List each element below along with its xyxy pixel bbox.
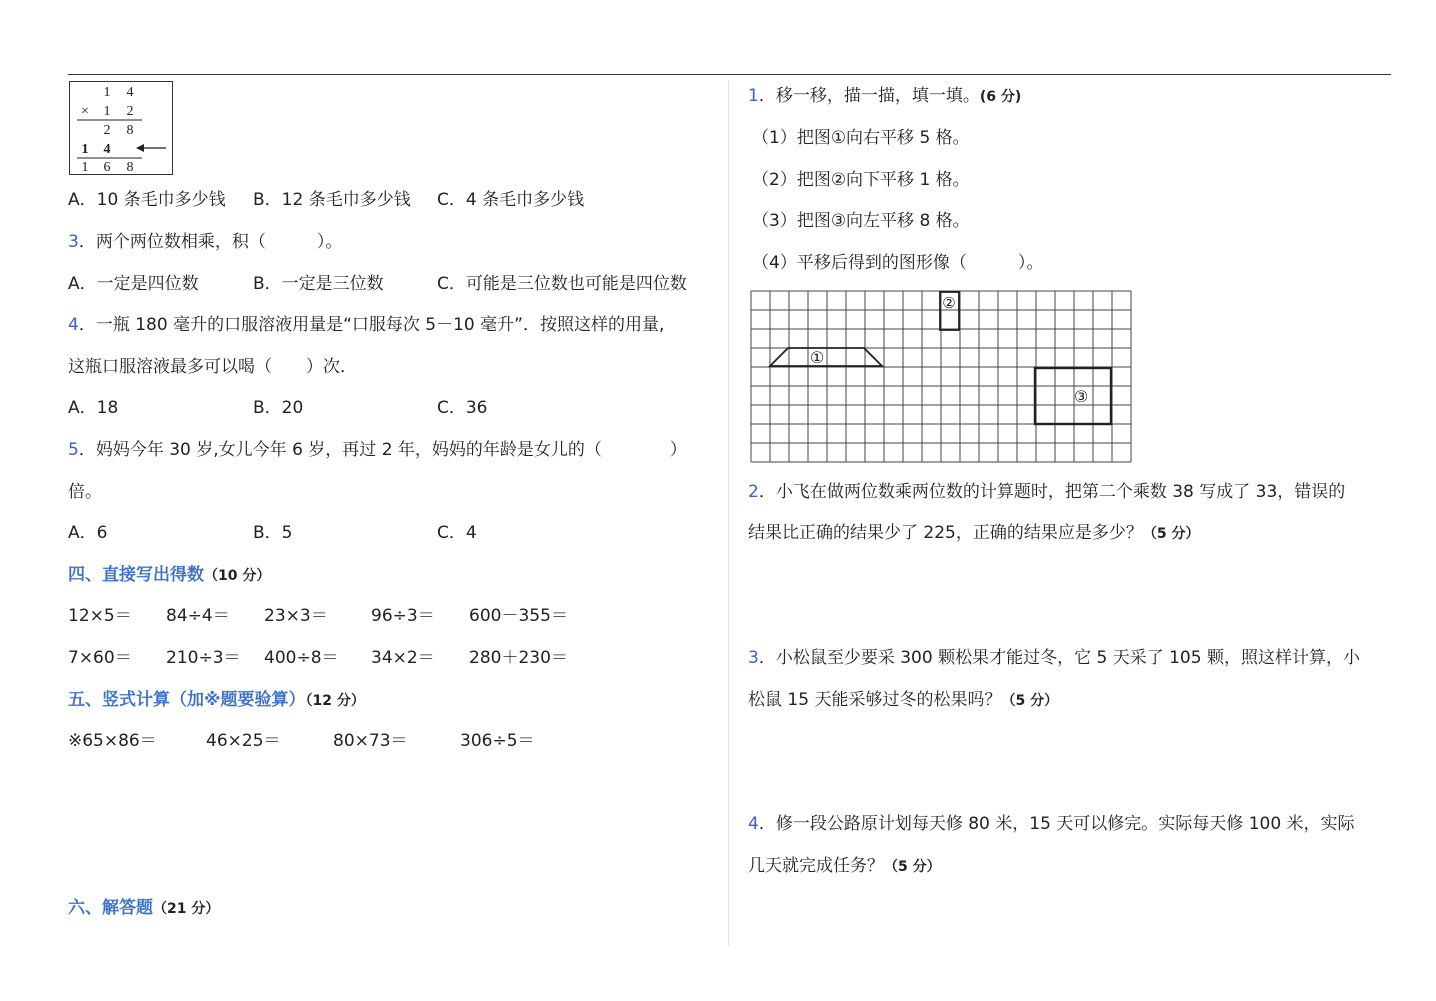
q1-subitem: （2）把图②向下平移 1 格。 — [752, 170, 970, 190]
vertical-calc-item: 306÷5＝ — [460, 731, 535, 751]
right-question-4-line2 — [748, 855, 941, 878]
calc-cell: 4 — [126, 85, 134, 100]
calc-cell: 1 — [103, 104, 111, 119]
q2-option-c: C．4 条毛巾多少钱 — [437, 190, 585, 210]
question-number: 4 — [748, 814, 759, 834]
question-number: 2 — [748, 482, 759, 502]
header-rule — [68, 74, 1391, 75]
calc-cell: 2 — [126, 104, 134, 119]
calc-item: 12×5＝ — [68, 606, 132, 626]
q2-option-a: A．10 条毛巾多少钱 — [68, 190, 226, 210]
calc-cell: × — [81, 104, 89, 119]
q5-option-c: C．4 — [437, 523, 477, 543]
section-points: （10 分） — [204, 568, 271, 584]
question-number: 1 — [748, 86, 759, 106]
q3-option-c: C．可能是三位数也可能是四位数 — [437, 274, 687, 294]
calc-cell: 6 — [103, 160, 111, 174]
question-5-line2: 倍。 — [68, 482, 102, 502]
calc-cell: 8 — [126, 160, 134, 174]
multiplication-figure — [69, 81, 173, 175]
calc-cell: 2 — [103, 123, 111, 138]
question-text: ．两个两位数相乘，积（ ）。 — [78, 232, 343, 252]
q3-option-b: B．一定是三位数 — [253, 274, 384, 294]
calc-item: 210÷3＝ — [166, 648, 241, 668]
q5-option-a: A．6 — [68, 523, 108, 543]
calc-cell: 8 — [126, 123, 134, 138]
right-question-2 — [748, 481, 1345, 503]
question-text: ．修一段公路原计划每天修 80 米，15 天可以修完。实际每天修 100 米，实际 — [758, 814, 1355, 834]
grid-svg — [750, 290, 1134, 466]
question-text: 松鼠 15 天能采够过冬的松果吗？ — [748, 690, 1002, 710]
calc-item: 400÷8＝ — [264, 648, 339, 668]
vertical-calc-item: 46×25＝ — [206, 731, 281, 751]
question-number: 5 — [68, 440, 79, 460]
section-title: 六、解答题 — [68, 898, 153, 918]
section-title: 四、直接写出得数 — [68, 565, 204, 585]
calc-item: 84÷4＝ — [166, 606, 230, 626]
section-5-heading — [68, 689, 365, 712]
section-points: （12 分） — [305, 693, 365, 709]
question-4 — [68, 314, 664, 336]
calc-cell: 1 — [81, 160, 89, 174]
right-question-4 — [748, 813, 1355, 835]
q1-subitem: （3）把图③向左平移 8 格。 — [752, 211, 970, 231]
vertical-calc-item: 80×73＝ — [333, 731, 408, 751]
question-number: 3 — [68, 232, 79, 252]
multiplication-svg — [70, 82, 172, 174]
question-points: （5 分） — [1142, 526, 1200, 542]
calc-item: 96÷3＝ — [371, 606, 435, 626]
section-title: 五、竖式计算（加※题要验算） — [68, 690, 306, 710]
q1-subitem: （4）平移后得到的图形像（ ）。 — [752, 253, 1044, 273]
question-text: 几天就完成任务？ — [748, 856, 884, 876]
calc-cell: 4 — [103, 142, 111, 157]
question-text: 结果比正确的结果少了 225，正确的结果应是多少？ — [748, 523, 1143, 543]
right-question-1 — [748, 85, 1021, 108]
right-question-3 — [748, 647, 1360, 669]
q4-option-a: A．18 — [68, 398, 119, 418]
shape-2-label: ② — [942, 294, 956, 312]
right-question-3-line2 — [748, 689, 1058, 712]
question-5 — [68, 439, 687, 461]
q2-option-b: B．12 条毛巾多少钱 — [253, 190, 411, 210]
q1-subitem: （1）把图①向右平移 5 格。 — [752, 128, 970, 148]
calc-item: 34×2＝ — [371, 648, 435, 668]
question-number: 3 — [748, 648, 759, 668]
column-divider — [728, 80, 729, 946]
translation-grid — [750, 290, 1134, 471]
q5-option-b: B．5 — [253, 523, 293, 543]
shape-1-label: ① — [809, 348, 825, 367]
vertical-calc-item: ※65×86＝ — [68, 731, 157, 751]
shape-3-label: ③ — [1073, 387, 1089, 406]
calc-item: 23×3＝ — [264, 606, 328, 626]
q4-option-b: B．20 — [253, 398, 304, 418]
right-question-2-line2 — [748, 522, 1199, 545]
q3-option-a: A．一定是四位数 — [68, 274, 199, 294]
question-text: ．一瓶 180 毫升的口服溶液用量是“口服每次 5－10 毫升”．按照这样的用量, — [78, 315, 665, 335]
calc-cell: 1 — [103, 85, 111, 100]
question-4-line2: 这瓶口服溶液最多可以喝（ ）次． — [68, 357, 357, 377]
calc-item: 7×60＝ — [68, 648, 132, 668]
section-points: （21 分） — [153, 901, 220, 917]
calc-item: 280＋230＝ — [469, 648, 568, 668]
question-text: ．移一移，描一描，填一填。 — [758, 86, 980, 106]
calc-cell: 1 — [81, 142, 89, 157]
question-3 — [68, 231, 342, 253]
q4-option-c: C．36 — [437, 398, 488, 418]
question-number: 4 — [68, 315, 79, 335]
calc-item: 600－355＝ — [469, 606, 568, 626]
section-6-heading — [68, 897, 219, 920]
question-text: ．小飞在做两位数乘两位数的计算题时，把第二个乘数 38 写成了 33，错误的 — [758, 482, 1346, 502]
question-points: （5 分） — [1001, 693, 1059, 709]
question-points: (6 分) — [979, 89, 1022, 105]
question-text: ．小松鼠至少要采 300 颗松果才能过冬，它 5 天采了 105 颗，照这样计算，小 — [758, 648, 1360, 668]
section-4-heading — [68, 564, 270, 587]
question-text: ．妈妈今年 30 岁,女儿今年 6 岁，再过 2 年，妈妈的年龄是女儿的（ ） — [78, 440, 687, 460]
question-points: （5 分） — [884, 859, 941, 875]
